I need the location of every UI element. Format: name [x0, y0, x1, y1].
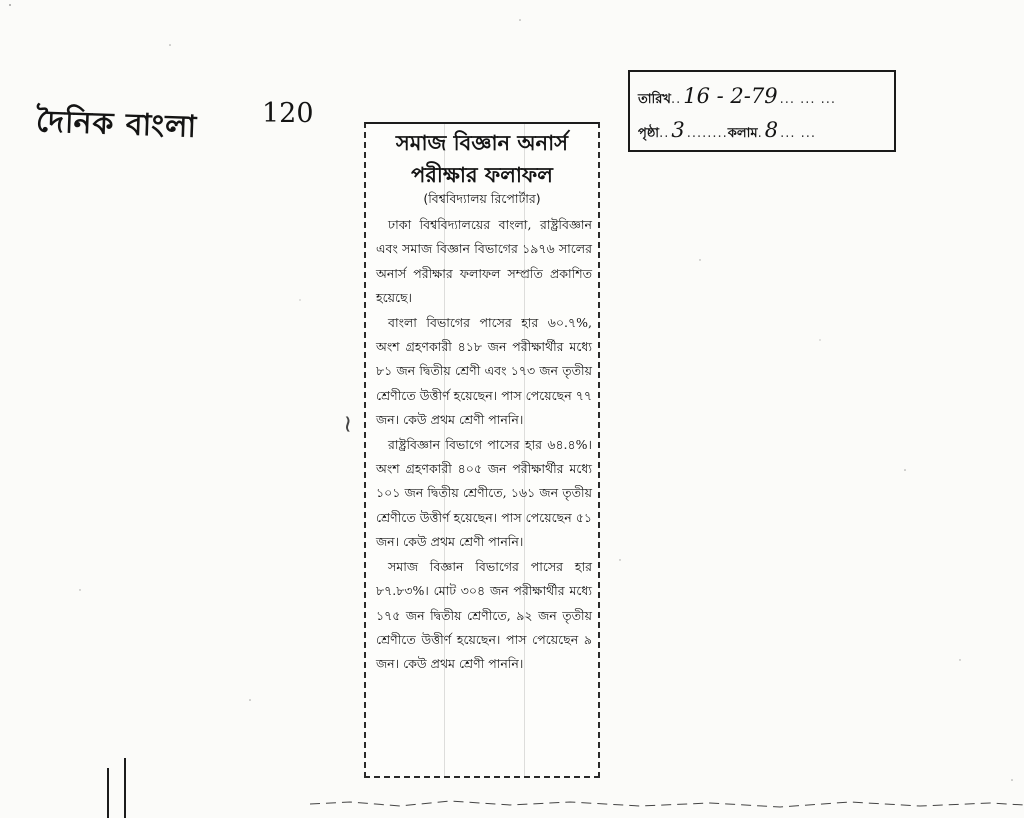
page-number: 120: [262, 98, 314, 129]
date-label: তারিখ: [638, 92, 671, 107]
clipping-body: [366, 213, 598, 677]
clipping-paragraph: বাংলা বিভাগের পাসের হার ৬০.৭%, অংশ গ্রহণকারী ৪১৮ জন পরীক্ষার্থীর মধ্যে ৮১ জন দ্বিতীয় শ্রেণী এবং ১৭৩ জন তৃতীয় শ্রেণীতে উত্তীর্ণ হয়েছেন। পাস পেয়েছেন ৭৭ জন। কেউ প্রথম শ্রেণী পাননি।: [376, 314, 592, 428]
newspaper-clipping: [364, 122, 600, 778]
margin-bar-right: [124, 758, 126, 818]
page-label: পৃষ্ঠা: [638, 126, 660, 141]
page-value: 3: [671, 118, 685, 142]
margin-bar-left: [107, 768, 109, 818]
stamp-page-row: পৃষ্ঠা .. 3 ........ কলাম . 8 ... ...: [638, 118, 888, 145]
newspaper-name: দৈনিক বাংলা: [35, 104, 198, 145]
clipping-paragraph: সমাজ বিজ্ঞান বিভাগের পাসের হার ৮৭.৮৩%। মোট ৩০৪ জন পরীক্ষার্থীর মধ্যে ১৭৫ জন দ্বিতীয় শ্রেণীতে, ৯২ জন তৃতীয় শ্রেণীতে উত্তীর্ণ হয়েছেন। পাস পেয়েছেন ৯ জন। কেউ প্রথম শ্রেণী পাননি।: [376, 558, 592, 672]
torn-bottom-edge: [310, 790, 1024, 816]
clipping-paragraph: রাষ্ট্রবিজ্ঞান বিভাগে পাসের হার ৬৪.৪%। অংশ গ্রহণকারী ৪০৫ জন পরীক্ষার্থীর মধ্যে ১০১ জন দ্বিতীয় শ্রেণীতে, ১৬১ জন তৃতীয় শ্রেণীতে উত্তীর্ণ হয়েছেন। পাস পেয়েছেন ৫১ জন। কেউ প্রথম শ্রেণী পাননি।: [376, 436, 592, 550]
column-label: কলাম: [727, 126, 758, 141]
column-value: 8: [764, 118, 779, 142]
date-value: 16 - 2-79: [683, 84, 778, 108]
clipping-byline: (বিশ্ববিদ্যালয় রিপোর্টার): [423, 191, 541, 206]
clipping-headline-2: পরীক্ষার ফলাফল: [411, 162, 553, 187]
margin-scribble: ~: [334, 413, 363, 435]
clipping-paragraph: ঢাকা বিশ্ববিদ্যালয়ের বাংলা, রাষ্ট্রবিজ্ঞান এবং সমাজ বিজ্ঞান বিভাগের ১৯৭৬ সালের অনার্স পরীক্ষার ফলাফল সম্প্রতি প্রকাশিত হয়েছে।: [376, 217, 592, 306]
clipping-headline-1: সমাজ বিজ্ঞান অনার্স: [395, 130, 569, 155]
archive-stamp: [628, 70, 896, 152]
stamp-date-row: তারিখ .. 16 - 2-79 ... ... ...: [638, 84, 888, 111]
